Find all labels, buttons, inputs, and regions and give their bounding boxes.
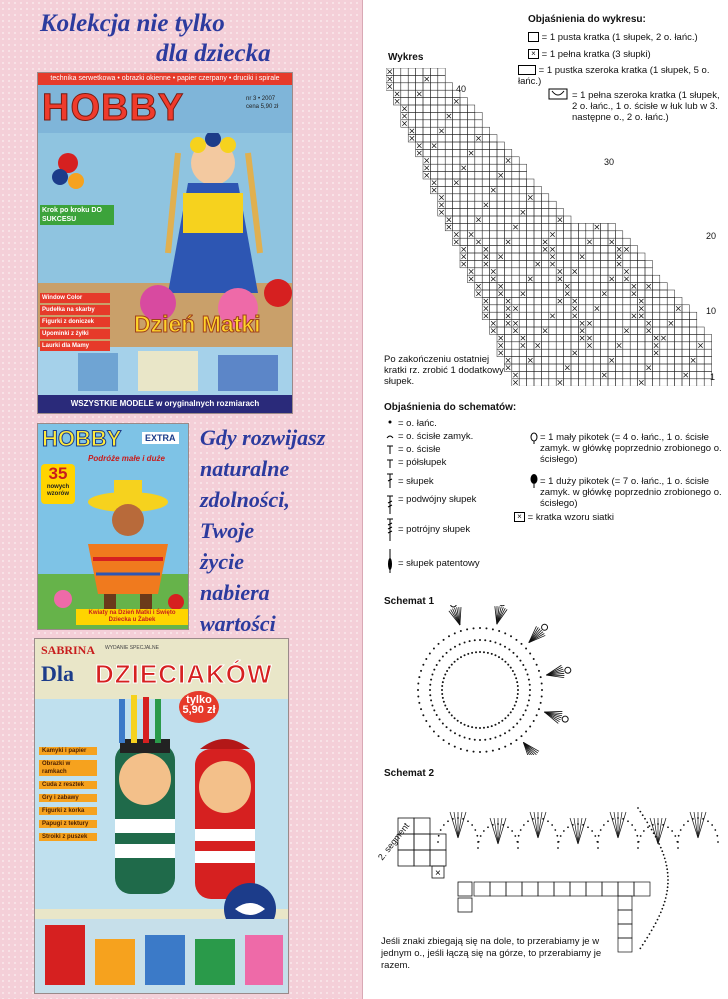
footer-note: Jeśli znaki zbiegają się na dole, to przerabiamy je w jednym o., jeśli łączą się na górze, to przerabiamy je razem. [381,936,602,971]
hobby-magazine-cover [37,72,293,414]
tagline-line1: Gdy rozwijasz [200,425,326,450]
filet-crochet-chart [386,68,726,386]
legend-wide-empty-square: = 1 pustka szeroka kratka (1 słupek, 5 o. łańc.) [518,65,710,87]
cover-topic-strip: technika serwetkowa • obrazki okienne • papier czerpany • druciki i spirale [38,73,292,85]
schemat1-title: Schemat 1 [384,596,435,607]
segment-label: 2. segment [376,820,412,863]
schem-legend-title: Objaśnienia do schematów: [384,402,517,413]
picot-icons [528,432,540,496]
cover-topic-4: Upominki z żyłki [40,329,110,339]
small-picot-desc: = 1 mały pikotek (= 4 o. łańc., 1 o. ścisłe zamyk. w główkę poprzednio zrobionego o. ścisłego) [540,432,722,465]
doll-illustration [38,133,293,395]
cover-topic-3: Figurki z doniczek [40,317,110,327]
symbol-treble: = podwójny słupek [398,494,477,505]
symbol-patent-stitch: = słupek patentowy [398,558,480,569]
symbol-double: = słupek [398,476,434,487]
ad-headline-line1: Kolekcja nie tylko [40,10,225,37]
cover3-topic: Stroiki z puszek [39,833,97,841]
cover2-footer: Kwiaty na Dzień Matki i Święto Dziecka u Żabek [76,609,188,625]
tagline-line3: zdolności, [200,487,290,512]
ad-headline-line2: dla dziecka [156,40,271,67]
cover3-topic: Papugi z tektury [39,820,97,828]
chart-title: Wykres [388,52,424,63]
cover-main-title: Dzień Matki [134,311,261,337]
cover3-topic: Kamyki i papier [39,747,97,755]
schemat1-motif [385,605,585,755]
cover2-subtitle: Podróże małe i duże [88,454,165,463]
cover2-count-badge: 35 nowych wzorów [41,464,75,504]
row-number-40: 40 [456,84,467,94]
column-divider [362,0,363,999]
tagline-line4: Twoje [200,518,255,543]
chart-legend-title: Objaśnienia do wykresu: [528,14,646,25]
tagline-line2: naturalne [200,456,290,481]
cover3-topic: Cuda z resztek [39,781,97,789]
row-number-30: 30 [604,157,615,167]
cover-topic-1: Window Color [40,293,110,303]
cover-step-by-step-label: Krok po kroku DO SUKCESU [40,205,114,225]
large-picot-desc: = 1 duży pikotek (= 7 o. łańc., 1 o. ścisłe zamyk. w główkę poprzednio zrobionego o. ścisłego) [540,476,722,509]
cover3-title-dla: Dla [41,661,74,686]
cover-bottom-banner: WSZYSTKIE MODELE w oryginalnych rozmiarach [38,395,292,413]
symbol-double-treble: = potrójny słupek [398,524,471,535]
cover3-topic: Obrazki w ramkach [39,760,97,776]
legend-wide-full-square: = 1 pełna szeroka kratka (1 słupek, 2 o. łańc., 1 o. ścisłe w łuk lub w 3. następne o., 2 o. łańc.) [572,90,720,123]
row-number-20: 20 [706,231,717,241]
hobby-extra-cover [37,423,189,630]
sabrina-magazine-cover [34,638,289,994]
cross-square-icon: × [514,512,525,522]
symbol-half-double: = półsłupek [398,457,447,468]
mesh-square-desc: × = kratka wzoru siatki [514,512,724,523]
cover-topic-2: Pudełka na skarby [40,305,110,315]
symbol-slip-stitch: = o. ścisłe zamyk. [398,431,474,442]
cover-issue-info: nr 3 • 2007 cena 5,90 zł [246,96,279,110]
cover-topic-5: Laurki dla Mamy [40,341,110,351]
symbol-chain: = o. łańc. [398,418,437,429]
cover3-topic: Figurki z korka [39,807,97,815]
cover3-meta: WYDANIE SPECJALNE [105,645,159,651]
tagline-line5: życie [200,549,244,574]
cover3-topic-list [39,747,97,846]
symbol-single-crochet: = o. ścisłe [398,444,441,455]
extra-label: EXTRA [142,432,179,444]
legend-full-square: × = 1 pełna kratka (3 słupki) [528,49,724,60]
cover3-topic: Gry i zabawy [39,794,97,802]
tagline-line6: nabiera [200,580,270,605]
tagline-line7: wartości [200,611,276,636]
legend-empty-square: = 1 pusta kratka (1 słupek, 2 o. łańc.) [528,32,724,43]
hobby-logo: HOBBY [42,87,185,129]
advert-column [0,0,362,999]
chart-end-note: Po zakończeniu ostatniej kratki rz. zrobić 1 dodatkowy słupek. [384,354,504,387]
schemat2-edging [378,778,728,958]
cover3-price-badge: tylko 5,90 zł [179,691,219,723]
row-number-10: 10 [706,306,717,316]
hobby-extra-logo: HOBBY [42,426,122,451]
sabrina-logo: SABRINA [41,643,96,657]
empty-square-icon [528,32,539,42]
row-number-1: 1 [710,372,716,382]
schemat2-title: Schemat 2 [384,768,435,779]
cross-square-icon: × [528,49,539,59]
svg-text:×: × [435,868,441,879]
cover3-title-dzieciakow: DZIECIAKÓW [95,659,273,689]
